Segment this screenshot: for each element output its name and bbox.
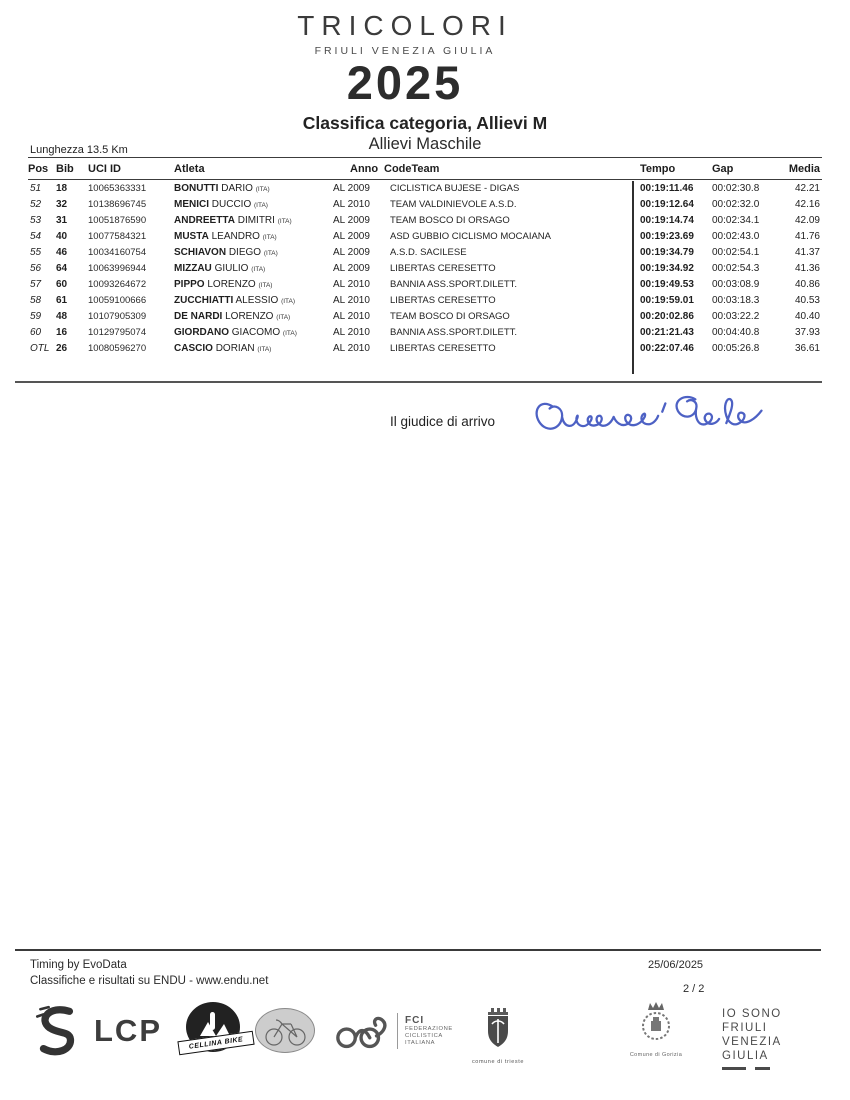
- athlete-firstname: DUCCIO: [211, 198, 252, 210]
- time-cell: 00:19:14.74: [640, 214, 694, 226]
- avg-speed-cell: 42.09: [794, 214, 820, 226]
- lcp-logo: [32, 1003, 162, 1059]
- gorizia-logo: [626, 1000, 686, 1058]
- athlete-firstname: LORENZO: [225, 310, 274, 322]
- athlete-cell: [174, 244, 330, 260]
- team-cell: CICLISTICA BUJESE - DIGAS: [390, 182, 520, 194]
- athlete-nationality: (ITA): [262, 233, 277, 241]
- athlete-cell: [174, 260, 330, 276]
- year-cell: AL 2010: [333, 342, 370, 354]
- cellina-bike-logo: [178, 1002, 254, 1060]
- athlete-cell: [174, 276, 330, 292]
- cellina-ribbon-label: CELLINA BIKE: [177, 1031, 254, 1055]
- athlete-nationality: (ITA): [282, 329, 297, 337]
- year-cell: AL 2010: [333, 326, 370, 338]
- finish-judge-label: Il giudice di arrivo: [390, 414, 496, 429]
- bib-cell: 18: [56, 182, 68, 194]
- pos-cell: 58: [30, 294, 42, 306]
- pos-cell: 55: [30, 246, 42, 258]
- team-cell: TEAM BOSCO DI ORSAGO: [390, 214, 510, 226]
- gap-cell: 00:02:34.1: [712, 214, 760, 226]
- fci-sublabel-line1: FEDERAZIONE: [405, 1026, 453, 1032]
- year-cell: AL 2010: [333, 198, 370, 210]
- bib-cell: 64: [56, 262, 68, 274]
- iosono-line4: GIULIA: [722, 1050, 769, 1062]
- col-media: Media: [776, 158, 822, 180]
- event-logo: [0, 10, 810, 109]
- year-cell: AL 2009: [333, 262, 370, 274]
- category-subtitle: Allievi Maschile: [368, 135, 482, 153]
- athlete-cell: [174, 180, 330, 196]
- avg-speed-cell: 41.36: [794, 262, 820, 274]
- gap-cell: 00:05:26.8: [712, 342, 760, 354]
- iosono-line2: FRIULI: [722, 1022, 768, 1034]
- team-cell: LIBERTAS CERESETTO: [390, 262, 496, 274]
- gap-cell: 00:03:08.9: [712, 278, 760, 290]
- avg-speed-cell: 41.76: [794, 230, 820, 242]
- uci-id-cell: 10065363331: [88, 182, 147, 194]
- table-row: [28, 196, 822, 212]
- time-cell: 00:19:34.79: [640, 246, 694, 258]
- fci-sublabel-line3: ITALIANA: [405, 1040, 436, 1046]
- athlete-firstname: LORENZO: [207, 278, 256, 290]
- team-cell: ASD GUBBIO CICLISMO MOCAIANA: [390, 230, 551, 242]
- club-emblem-logo: [255, 1008, 315, 1053]
- athlete-firstname: DARIO: [221, 182, 253, 194]
- gap-cell: 00:03:22.2: [712, 310, 760, 322]
- athlete-firstname: DIEGO: [228, 246, 262, 258]
- uci-id-cell: 10080596270: [88, 342, 147, 354]
- team-cell: LIBERTAS CERESETTO: [390, 342, 496, 354]
- bib-cell: 32: [56, 198, 68, 210]
- fci-divider: [397, 1013, 398, 1049]
- athlete-surname: GIORDANO: [174, 326, 229, 338]
- year-cell: AL 2010: [333, 294, 370, 306]
- table-row: [28, 228, 822, 244]
- bib-cell: 26: [56, 342, 68, 354]
- uci-id-cell: 10077584321: [88, 230, 147, 242]
- time-cell: 00:19:23.69: [640, 230, 694, 242]
- athlete-nationality: (ITA): [281, 297, 296, 305]
- team-cell: TEAM VALDINIEVOLE A.S.D.: [390, 198, 517, 210]
- timing-credit: Timing by EvoData: [30, 959, 127, 971]
- table-header-row: [28, 158, 822, 180]
- table-vertical-divider: [632, 181, 634, 374]
- fci-label: FCI: [405, 1015, 425, 1026]
- gap-cell: 00:02:30.8: [712, 182, 760, 194]
- lcp-swirl-icon: [32, 1003, 84, 1059]
- athlete-cell: [174, 228, 330, 244]
- athlete-firstname: ALESSIO: [235, 294, 279, 306]
- iosono-underline-bars: [722, 1067, 782, 1070]
- athlete-nationality: (ITA): [257, 345, 272, 353]
- athlete-nationality: (ITA): [255, 185, 270, 193]
- pos-cell: 54: [30, 230, 42, 242]
- bib-cell: 48: [56, 310, 68, 322]
- section-divider: [15, 381, 822, 383]
- col-codeteam: CodeTeam: [384, 158, 634, 180]
- table-row: [28, 212, 822, 228]
- athlete-surname: CASCIO: [174, 342, 213, 354]
- bib-cell: 31: [56, 214, 68, 226]
- athlete-surname: MUSTA: [174, 230, 209, 242]
- table-row: [28, 276, 822, 292]
- year-cell: AL 2009: [333, 182, 370, 194]
- avg-speed-cell: 36.61: [794, 342, 820, 354]
- uci-id-cell: 10059100666: [88, 294, 147, 306]
- results-credit: Classifiche e risultati su ENDU - www.endu.net: [30, 975, 269, 987]
- fci-bike-icon: [334, 1010, 392, 1052]
- avg-speed-cell: 40.53: [794, 294, 820, 306]
- athlete-cell: [174, 308, 330, 324]
- athlete-nationality: (ITA): [277, 217, 292, 225]
- athlete-nationality: (ITA): [276, 313, 291, 321]
- uci-id-cell: 10034160754: [88, 246, 147, 258]
- time-cell: 00:19:49.53: [640, 278, 694, 290]
- athlete-surname: MIZZAU: [174, 262, 212, 274]
- gap-cell: 00:03:18.3: [712, 294, 760, 306]
- bib-cell: 40: [56, 230, 68, 242]
- pos-cell: 53: [30, 214, 42, 226]
- bib-cell: 46: [56, 246, 68, 258]
- athlete-surname: PIPPO: [174, 278, 205, 290]
- trieste-label: comune di trieste: [471, 1059, 525, 1065]
- uci-id-cell: 10063996944: [88, 262, 147, 274]
- col-tempo: Tempo: [634, 158, 712, 180]
- year-cell: AL 2009: [333, 230, 370, 242]
- athlete-firstname: LEANDRO: [211, 230, 260, 242]
- col-gap: Gap: [712, 158, 776, 180]
- time-cell: 00:19:11.46: [640, 182, 694, 194]
- team-cell: LIBERTAS CERESETTO: [390, 294, 496, 306]
- athlete-cell: [174, 292, 330, 308]
- iosono-fvg-logo: [722, 1007, 782, 1070]
- athlete-cell: [174, 212, 330, 228]
- pos-cell: 60: [30, 326, 42, 338]
- report-date: 25/06/2025: [648, 959, 704, 971]
- bib-cell: 60: [56, 278, 68, 290]
- year-cell: AL 2010: [333, 310, 370, 322]
- athlete-nationality: (ITA): [258, 281, 273, 289]
- athlete-surname: ANDREETTA: [174, 214, 235, 226]
- gorizia-coat-of-arms-icon: [634, 1000, 678, 1046]
- avg-speed-cell: 37.93: [794, 326, 820, 338]
- athlete-firstname: GIULIO: [214, 262, 249, 274]
- event-year: 2025: [346, 56, 464, 109]
- gap-cell: 00:04:40.8: [712, 326, 760, 338]
- col-anno: Anno: [330, 158, 384, 180]
- team-cell: BANNIA ASS.SPORT.DILETT.: [390, 326, 518, 338]
- avg-speed-cell: 41.37: [794, 246, 820, 258]
- athlete-nationality: (ITA): [263, 249, 278, 257]
- athlete-cell: [174, 324, 330, 340]
- avg-speed-cell: 42.16: [794, 198, 820, 210]
- classification-title: Classifica categoria, Allievi M: [302, 113, 548, 133]
- footer-divider: [15, 949, 821, 951]
- results-table: [28, 157, 822, 356]
- pos-cell: OTL: [30, 342, 50, 354]
- year-cell: AL 2009: [333, 246, 370, 258]
- event-title: TRICOLORI: [297, 10, 513, 41]
- signature-ink-icon: [528, 390, 780, 452]
- athlete-surname: DE NARDI: [174, 310, 223, 322]
- page-number: 2 / 2: [683, 983, 705, 995]
- table-row: [28, 340, 822, 356]
- gap-cell: 00:02:43.0: [712, 230, 760, 242]
- time-cell: 00:20:02.86: [640, 310, 694, 322]
- athlete-cell: [174, 196, 330, 212]
- avg-speed-cell: 40.40: [794, 310, 820, 322]
- table-row: [28, 308, 822, 324]
- athlete-firstname: DIMITRI: [237, 214, 275, 226]
- uci-id-cell: 10129795074: [88, 326, 147, 338]
- uci-id-cell: 10107905309: [88, 310, 147, 322]
- time-cell: 00:19:59.01: [640, 294, 694, 306]
- table-row: [28, 244, 822, 260]
- bib-cell: 16: [56, 326, 68, 338]
- year-cell: AL 2009: [333, 214, 370, 226]
- pos-cell: 52: [30, 198, 42, 210]
- time-cell: 00:19:34.92: [640, 262, 694, 274]
- fci-logo: [334, 1010, 453, 1052]
- table-row: [28, 180, 822, 196]
- event-subtitle: FRIULI VENEZIA GIULIA: [314, 45, 496, 57]
- pos-cell: 56: [30, 262, 42, 274]
- bib-cell: 61: [56, 294, 68, 306]
- team-cell: TEAM BOSCO DI ORSAGO: [390, 310, 510, 322]
- athlete-nationality: (ITA): [251, 265, 266, 273]
- time-cell: 00:21:21.43: [640, 326, 694, 338]
- pos-cell: 51: [30, 182, 42, 194]
- pos-cell: 57: [30, 278, 42, 290]
- col-bib: Bib: [56, 158, 88, 180]
- athlete-surname: SCHIAVON: [174, 246, 227, 258]
- avg-speed-cell: 40.86: [794, 278, 820, 290]
- uci-id-cell: 10051876590: [88, 214, 147, 226]
- time-cell: 00:19:12.64: [640, 198, 694, 210]
- judge-signature: [528, 390, 780, 457]
- iosono-line3: VENEZIA: [722, 1036, 782, 1048]
- table-row: [28, 260, 822, 276]
- iosono-line1: IO SONO: [722, 1008, 782, 1020]
- uci-id-cell: 10138696745: [88, 198, 147, 210]
- athlete-surname: ZUCCHIATTI: [174, 294, 234, 306]
- pos-cell: 59: [30, 310, 42, 322]
- table-row: [28, 324, 822, 340]
- time-cell: 00:22:07.46: [640, 342, 694, 354]
- table-row: [28, 292, 822, 308]
- trieste-logo: [468, 1004, 528, 1065]
- club-bicycle-icon: [259, 1012, 311, 1050]
- col-uci-id: UCI ID: [88, 158, 174, 180]
- avg-speed-cell: 42.21: [794, 182, 820, 194]
- athlete-surname: BONUTTI: [174, 182, 219, 194]
- lcp-label: LCP: [94, 1013, 162, 1048]
- athlete-surname: MENICI: [174, 198, 209, 210]
- year-cell: AL 2010: [333, 278, 370, 290]
- fci-sublabel-line2: CICLISTICA: [405, 1033, 443, 1039]
- col-atleta: Atleta: [174, 158, 330, 180]
- col-pos: Pos: [28, 158, 56, 180]
- gorizia-label: Comune di Gorizia: [629, 1052, 683, 1058]
- gap-cell: 00:02:54.1: [712, 246, 760, 258]
- team-cell: BANNIA ASS.SPORT.DILETT.: [390, 278, 518, 290]
- athlete-nationality: (ITA): [254, 201, 268, 209]
- athlete-firstname: GIACOMO: [231, 326, 281, 338]
- trieste-coat-of-arms-icon: [478, 1004, 518, 1052]
- uci-id-cell: 10093264672: [88, 278, 147, 290]
- athlete-cell: [174, 340, 330, 356]
- gap-cell: 00:02:32.0: [712, 198, 760, 210]
- team-cell: A.S.D. SACILESE: [390, 246, 467, 258]
- athlete-firstname: DORIAN: [215, 342, 255, 354]
- gap-cell: 00:02:54.3: [712, 262, 760, 274]
- course-length: Lunghezza 13.5 Km: [30, 144, 128, 156]
